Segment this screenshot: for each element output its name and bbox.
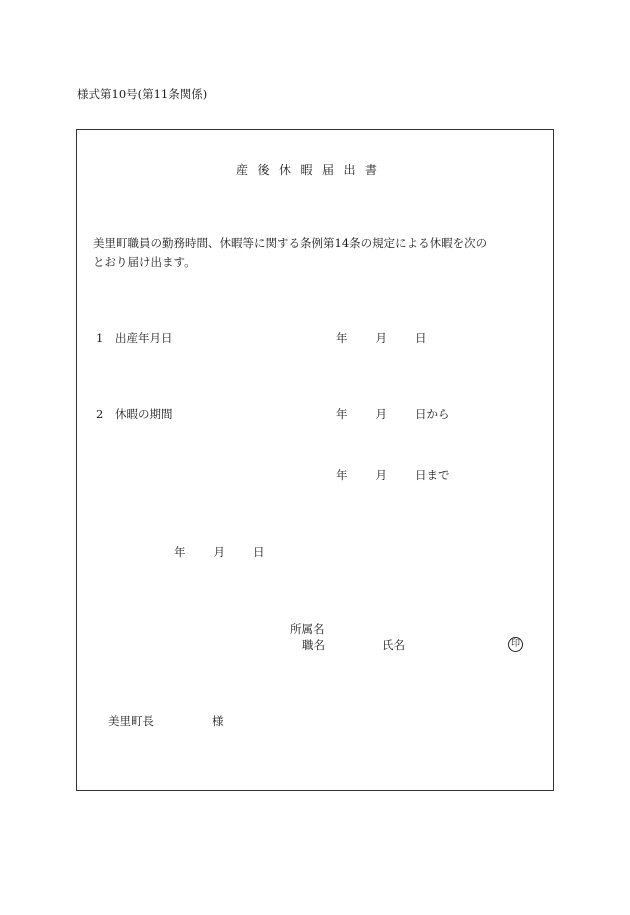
day-unit: 日まで (415, 468, 450, 482)
year-unit: 年 (174, 545, 186, 559)
document-title: 産後休暇届出書 (236, 163, 387, 177)
item-birth-date (96, 333, 173, 345)
year-unit: 年 (336, 407, 348, 421)
submission-date-field[interactable] (174, 547, 265, 559)
day-unit: 日 (253, 545, 265, 559)
position-label: 職名 (302, 638, 325, 652)
period-start-field[interactable] (336, 409, 450, 421)
year-unit: 年 (336, 331, 348, 345)
month-unit: 月 (375, 407, 387, 421)
seal-mark-icon: 印 (508, 637, 523, 652)
name-label: 氏名 (382, 638, 405, 652)
month-unit: 月 (375, 331, 387, 345)
form-number-label: 様式第10号(第11条関係) (77, 87, 208, 101)
day-unit: 日 (415, 331, 427, 345)
item-number: 2 (96, 407, 104, 421)
day-unit: 日から (415, 407, 450, 421)
period-end-field[interactable] (336, 470, 450, 482)
affiliation-label: 所属名 (290, 622, 325, 636)
intro-text-line-1: 美里町職員の勤務時間、休暇等に関する条例第14条の規定による休暇を次の (93, 236, 488, 250)
year-unit: 年 (336, 468, 348, 482)
item-label: 出産年月日 (115, 331, 173, 345)
addressee-name: 美里町長 (108, 714, 154, 728)
intro-text-line-2: とおり届け出ます。 (93, 255, 196, 269)
item-label: 休暇の期間 (115, 407, 173, 421)
item-leave-period (96, 409, 173, 421)
item-number: 1 (96, 331, 104, 345)
birth-date-field[interactable] (336, 333, 427, 345)
month-unit: 月 (375, 468, 387, 482)
form-border (76, 129, 554, 791)
addressee-honorific: 様 (212, 714, 224, 728)
month-unit: 月 (213, 545, 225, 559)
